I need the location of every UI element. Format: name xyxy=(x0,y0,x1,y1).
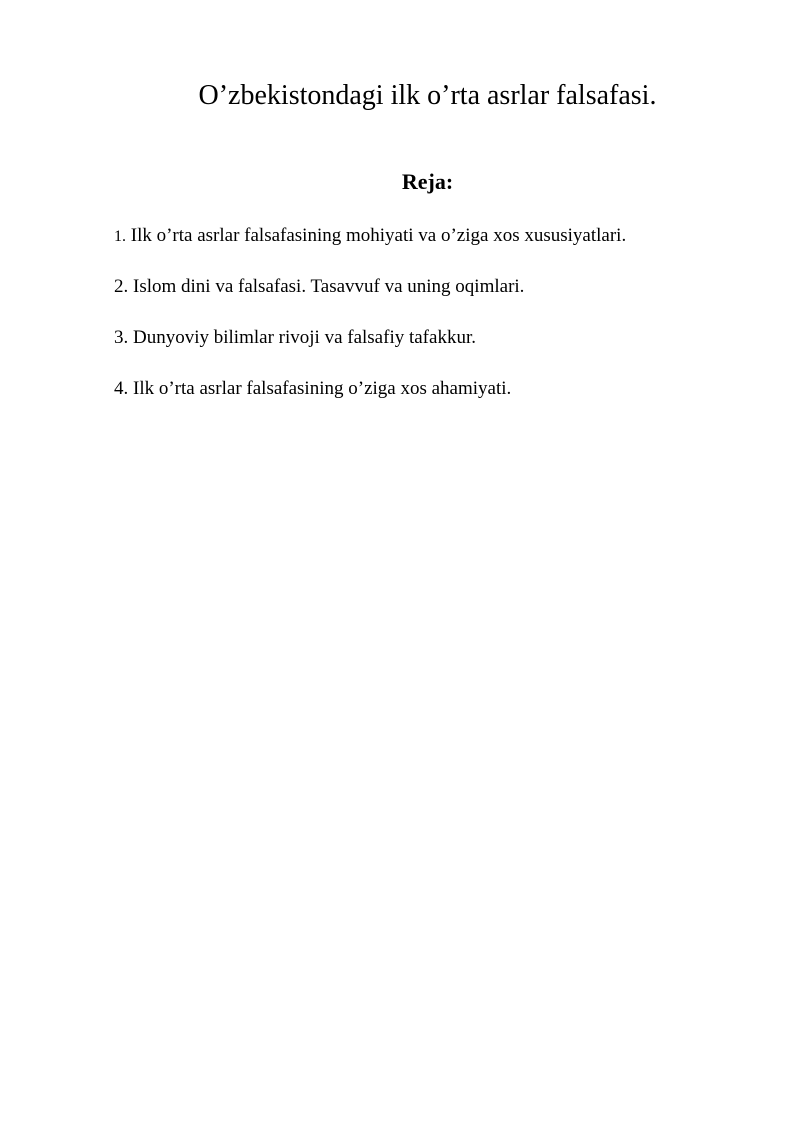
plan-item-text: Islom dini va falsafasi. Tasavvuf va uning oqimlari. xyxy=(128,276,525,297)
plan-list xyxy=(114,224,764,428)
plan-heading: Reja: xyxy=(401,169,454,194)
plan-item xyxy=(114,326,764,350)
plan-item xyxy=(114,377,764,401)
plan-item-text: Ilk o’rta asrlar falsafasining o’ziga xos ahamiyati. xyxy=(128,378,512,399)
plan-item-number: 4. xyxy=(114,378,129,399)
plan-item xyxy=(114,224,764,248)
plan-item-number: 3. xyxy=(114,327,129,348)
document-title: O’zbekistondagi ilk o’rta asrlar falsafasi. xyxy=(198,80,657,111)
plan-item xyxy=(114,275,764,299)
plan-item-number: 2. xyxy=(114,276,129,297)
plan-item-text: Ilk o’rta asrlar falsafasining mohiyati va o’ziga xos xususiyatlari. xyxy=(126,225,627,246)
plan-item-number: 1. xyxy=(114,228,126,245)
plan-item-text: Dunyoviy bilimlar rivoji va falsafiy tafakkur. xyxy=(128,327,476,348)
